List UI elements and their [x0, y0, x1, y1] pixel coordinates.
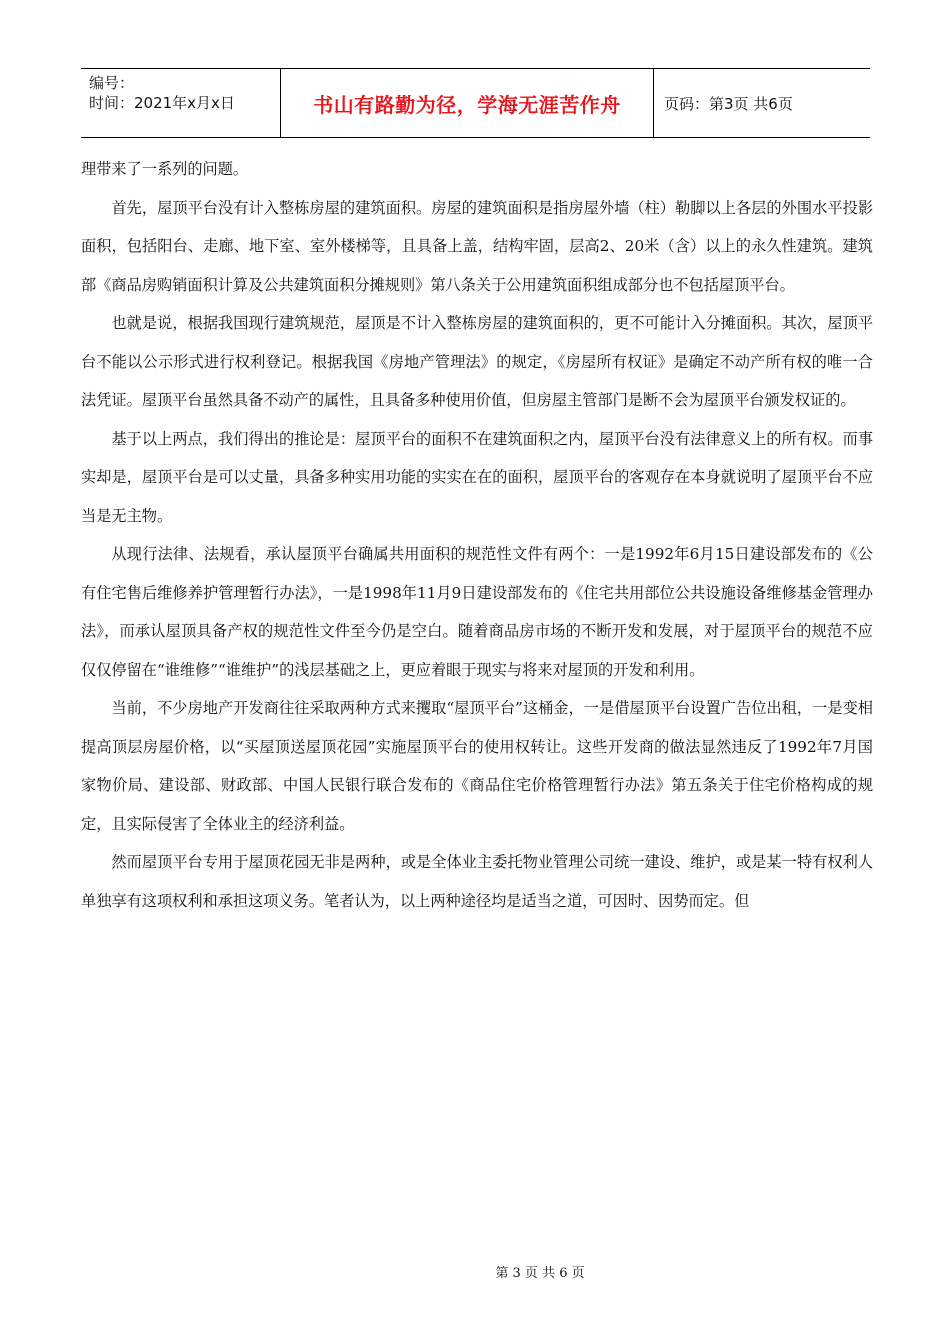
document-body — [81, 150, 873, 920]
paragraph: 然而屋顶平台专用于屋顶花园无非是两种，或是全体业主委托物业管理公司统一建设、维护，或是某一特有权利人单独享有这项权利和承担这项义务。笔者认为，以上两种途径均是适当之道，可因时、因势而定。但 — [81, 853, 873, 910]
paragraph: 首先，屋顶平台没有计入整栋房屋的建筑面积。房屋的建筑面积是指房屋外墙（柱）勒脚以上各层的外围水平投影面积，包括阳台、走廊、地下室、室外楼梯等，且具备上盖，结构牢固，层高2、20米（含）以上的永久性建筑。建筑部《商品房购销面积计算及公共建筑面积分摊规则》第八条关于公用建筑面积组成部分也不包括屋顶平台。 — [81, 198, 873, 294]
document-time-label: 时间：2021年x月x日 — [89, 94, 235, 112]
paragraph-continued: 理带来了一系列的问题。 — [81, 160, 249, 178]
header-meta — [81, 69, 281, 137]
paragraph: 也就是说，根据我国现行建筑规范，屋顶是不计入整栋房屋的建筑面积的，更不可能计入分摊面积。其次，屋顶平台不能以公示形式进行权利登记。根据我国《房地产管理法》的规定，《房屋所有权证》是确定不动产所有权的唯一合法凭证。屋顶平台虽然具备不动产的属性，且具备多种使用价值，但房屋主管部门是断不会为屋顶平台颁发权证的。 — [81, 314, 873, 409]
paragraph: 当前，不少房地产开发商往往采取两种方式来攫取“屋顶平台”这桶金，一是借屋顶平台设置广告位出租，一是变相提高顶层房屋价格，以“买屋顶送屋顶花园”实施屋顶平台的使用权转让。这些开发商的做法显然违反了1992年7月国家物价局、建设部、财政部、中国人民银行联合发布的《商品住宅价格管理暂行办法》第五条关于住宅价格构成的规定，且实际侵害了全体业主的经济利益。 — [81, 699, 873, 833]
page-header — [81, 68, 870, 138]
header-motto: 书山有路勤为径，学海无涯苦作舟 — [281, 69, 654, 137]
header-page-info: 页码：第3页 共6页 — [664, 94, 793, 113]
document-number-label: 编号： — [89, 74, 135, 92]
page-footer: 第 3 页 共 6 页 — [495, 1266, 585, 1281]
paragraph: 基于以上两点，我们得出的推论是：屋顶平台的面积不在建筑面积之内，屋顶平台没有法律意义上的所有权。而事实却是，屋顶平台是可以丈量，具备多种实用功能的实实在在的面积，屋顶平台的客观存在本身就说明了屋顶平台不应当是无主物。 — [81, 429, 873, 525]
paragraph: 从现行法律、法规看，承认屋顶平台确属共用面积的规范性文件有两个：一是1992年6月15日建设部发布的《公有住宅售后维修养护管理暂行办法》，一是1998年11月9日建设部发布的《住宅共用部位公共设施设备维修基金管理办法》，而承认屋顶具备产权的规范性文件至今仍是空白。随着商品房市场的不断开发和发展，对于屋顶平台的规范不应仅仅停留在“谁维修”“谁维护”的浅层基础之上，更应着眼于现实与将来对屋顶的开发和利用。 — [81, 545, 873, 679]
